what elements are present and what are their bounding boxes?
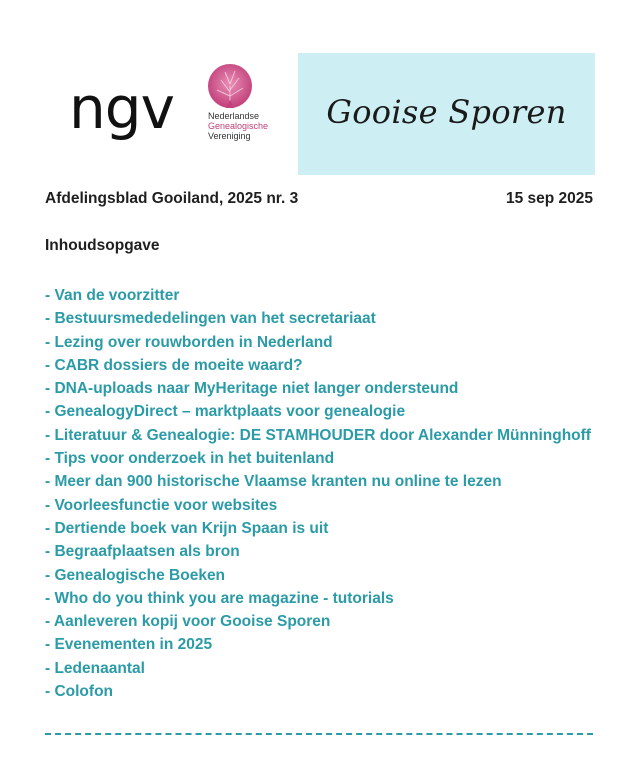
dashed-divider xyxy=(45,733,593,735)
logo-line-genealogische: Genealogische xyxy=(208,121,269,131)
toc-item[interactable]: - Genealogische Boeken xyxy=(45,566,226,584)
toc-item[interactable]: - Evenementen in 2025 xyxy=(45,636,213,654)
logo-line-vereniging: Vereniging xyxy=(208,131,251,141)
toc-item[interactable]: - Colofon xyxy=(45,683,114,701)
toc-item[interactable]: - Ledenaantal xyxy=(45,659,145,677)
issue-label: Afdelingsblad Gooiland, 2025 nr. 3 xyxy=(45,190,299,207)
toc-item[interactable]: - Voorleesfunctie voor websites xyxy=(45,496,278,514)
masthead xyxy=(45,53,595,175)
tree-logo-icon xyxy=(205,62,255,118)
issue-date: 15 sep 2025 xyxy=(505,190,593,207)
toc-item[interactable]: - CABR dossiers de moeite waard? xyxy=(45,356,303,374)
toc-item[interactable]: - Meer dan 900 historische Vlaamse kranten nu online te lezen xyxy=(45,473,502,491)
toc-item[interactable]: - Dertiende boek van Krijn Spaan is uit xyxy=(45,519,329,537)
toc-item[interactable]: - Aanleveren kopij voor Gooise Sporen xyxy=(45,613,331,631)
toc-item[interactable]: - Van de voorzitter xyxy=(45,287,180,304)
title-banner xyxy=(298,53,595,175)
toc-item[interactable]: - Lezing over rouwborden in Nederland xyxy=(45,333,333,351)
ngv-logo xyxy=(45,53,298,175)
publication-title: Gooise Sporen xyxy=(326,93,567,131)
toc-item[interactable]: - Tips voor onderzoek in het buitenland xyxy=(45,450,335,468)
toc-item[interactable]: - Begraafplaatsen als bron xyxy=(45,543,240,561)
toc-item[interactable]: - DNA-uploads naar MyHeritage niet langer ondersteund xyxy=(45,380,459,398)
toc-item[interactable]: - Who do you think you are magazine - tutorials xyxy=(45,589,394,607)
toc-item[interactable]: - GenealogyDirect – marktplaats voor genealogie xyxy=(45,403,406,421)
toc-item[interactable]: - Literatuur & Genealogie: DE STAMHOUDER door Alexander Münninghoff xyxy=(45,426,591,444)
issue-info xyxy=(45,190,593,208)
logo-wordmark: ngv xyxy=(69,74,174,142)
toc-list xyxy=(45,284,605,703)
toc-heading: Inhoudsopgave xyxy=(45,237,160,254)
logo-line-nederlandse: Nederlandse xyxy=(208,111,260,121)
toc-item[interactable]: - Bestuursmededelingen van het secretariaat xyxy=(45,310,376,328)
